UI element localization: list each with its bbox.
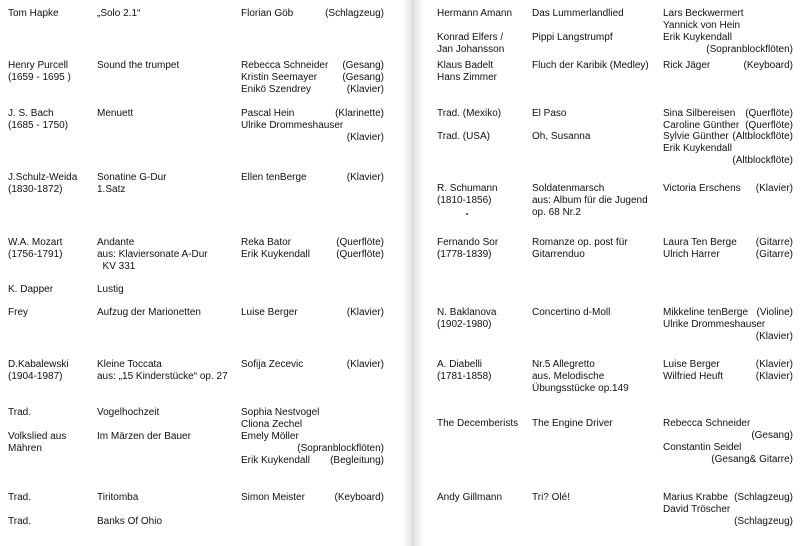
performer-instrument: (Gesang& Gitarre) — [711, 454, 793, 465]
performer-line — [663, 60, 793, 72]
work-line: Andante — [97, 237, 135, 248]
composer-line: Konrad Elfers / — [437, 32, 504, 43]
performer-name: Ulrich Harrer — [663, 249, 720, 260]
performer-name: Marius Krabbe — [663, 492, 729, 503]
performer-name: Cliona Zechel — [241, 419, 303, 430]
work-line: Fluch der Karibik (Medley) — [532, 60, 649, 71]
performer-instrument: (Querflöte) — [336, 237, 384, 248]
work-line: Kleine Toccata — [97, 359, 162, 370]
composer — [437, 131, 529, 143]
performer-name: Florian Göb — [241, 8, 294, 19]
work-line: „Solo 2.1“ — [97, 8, 141, 19]
work-title — [532, 60, 660, 72]
performer-name: Erik Kuykendall — [663, 143, 732, 154]
work-title — [97, 516, 237, 528]
performer-line — [663, 418, 793, 430]
work-line: Romanze op. post für — [532, 237, 628, 248]
performer-name: Victoria Erschens — [663, 183, 741, 194]
work-title — [97, 8, 237, 20]
work-line: Lustig — [97, 284, 124, 295]
performers — [663, 60, 793, 72]
performer-instrument: (Klavier) — [346, 359, 384, 370]
performer-line — [663, 504, 793, 516]
performer-name: Constantin Seidel — [663, 442, 742, 453]
performer-instrument: (Gesang) — [342, 60, 384, 71]
performer-instrument: (Querflöte) — [745, 108, 793, 119]
work-line: Oh, Susanna — [532, 131, 591, 142]
performer-name: Simon Meister — [241, 492, 305, 503]
work-line: aus: „15 Kinderstücke“ op. 27 — [97, 371, 228, 382]
performer-line — [241, 249, 384, 261]
performer-line — [663, 8, 793, 20]
composer — [8, 8, 94, 20]
work-line: op. 68 Nr.2 — [532, 207, 581, 218]
composer-line: A. Diabelli — [437, 359, 483, 370]
composer — [437, 359, 529, 383]
composer-line: Klaus Badelt — [437, 60, 494, 71]
performer-instrument: (Keyboard) — [334, 492, 384, 503]
performer-line — [663, 442, 793, 454]
performer-line — [241, 307, 384, 319]
composer-line: Trad. — [8, 492, 31, 503]
performer-instrument: (Altblockflöte) — [732, 155, 793, 166]
work-line: Übungsstücke op.149 — [532, 383, 629, 394]
performer-name: Sylvie Günther — [663, 131, 729, 142]
performer-line — [241, 60, 384, 72]
work-title — [532, 418, 660, 430]
composer-line: W.A. Mozart — [8, 237, 63, 248]
composer — [8, 307, 94, 319]
performers — [663, 237, 793, 261]
performer-line — [241, 108, 384, 120]
work-line: Sound the trumpet — [97, 60, 180, 71]
performer-instrument: (Klavier) — [346, 132, 384, 143]
composer — [437, 183, 529, 207]
work-title — [97, 407, 237, 419]
work-title — [532, 183, 660, 219]
work-line: Menuett — [97, 108, 134, 119]
performer-name: Sophia Nestvogel — [241, 407, 320, 418]
composer — [437, 307, 529, 331]
performer-line — [241, 120, 384, 132]
performer-line — [241, 237, 384, 249]
performer-line — [663, 108, 793, 120]
composer-line: Tom Hapke — [8, 8, 59, 19]
work-title — [97, 492, 237, 504]
performer-name: Rick Jäger — [663, 60, 711, 71]
performer-instrument: (Klavier) — [755, 183, 793, 194]
composer-line: Fernando Sor — [437, 237, 499, 248]
performer-instrument: (Gitarre) — [755, 237, 793, 248]
performers — [241, 60, 384, 96]
performers — [663, 32, 793, 56]
performer-instrument: (Violine) — [756, 307, 793, 318]
performers — [241, 492, 384, 504]
work-line: Das Lummerlandlied — [532, 8, 624, 19]
performer-instrument: (Klavier) — [755, 371, 793, 382]
composer-line: Andy Gillmann — [437, 492, 503, 503]
performers — [241, 8, 384, 20]
performer-line — [241, 443, 384, 455]
performer-line — [241, 431, 384, 443]
performer-line — [663, 32, 793, 44]
work-title — [97, 359, 237, 383]
composer — [8, 516, 94, 528]
page-fold — [402, 0, 424, 546]
work-title — [532, 307, 660, 319]
performers — [241, 307, 384, 319]
composer-line: (1659 - 1695 ) — [8, 72, 71, 83]
performer-line — [663, 307, 793, 319]
work-title — [97, 237, 237, 273]
performer-line — [663, 237, 793, 249]
performer-line — [241, 492, 384, 504]
performer-instrument: (Gesang) — [751, 430, 793, 441]
performer-name: Enikö Szendrey — [241, 84, 312, 95]
performer-name: Erik Kuykendall — [241, 455, 310, 466]
performer-name: Rebecca Schneider — [241, 60, 329, 71]
work-line: Gitarrenduo — [532, 249, 585, 260]
composer — [8, 431, 94, 455]
work-title — [532, 237, 660, 261]
work-title — [97, 60, 237, 72]
work-line: Sonatine G-Dur — [97, 172, 167, 183]
performer-line — [663, 44, 793, 56]
composer-line: Hermann Amann — [437, 8, 513, 19]
composer — [8, 172, 94, 196]
work-line: KV 331 — [97, 261, 136, 272]
performer-name: Luise Berger — [241, 307, 298, 318]
work-line: Tri? Olé! — [532, 492, 570, 503]
performer-line — [663, 359, 793, 371]
performer-line — [241, 407, 384, 419]
work-title — [532, 32, 660, 44]
composer — [437, 32, 529, 56]
composer — [8, 60, 94, 84]
performer-name: Kristin Seemayer — [241, 72, 318, 83]
performer-line — [663, 331, 793, 343]
work-line: 1.Satz — [97, 184, 126, 195]
performer-line — [241, 419, 384, 431]
work-title — [532, 108, 660, 120]
performer-instrument: (Querflöte) — [336, 249, 384, 260]
composer-line: The Decemberists — [437, 418, 519, 429]
composer-line: K. Dapper — [8, 284, 54, 295]
performer-instrument: (Keyboard) — [743, 60, 793, 71]
performer-instrument: (Klavier) — [346, 84, 384, 95]
performer-line — [663, 516, 793, 528]
composer — [437, 418, 529, 430]
performer-instrument: (Querflöte) — [745, 120, 793, 131]
composer-line: Trad. — [8, 407, 31, 418]
performers — [663, 183, 793, 195]
program-left-page — [0, 0, 398, 546]
performer-name: Pascal Hein — [241, 108, 295, 119]
composer — [8, 108, 94, 132]
work-line: Aufzug der Marionetten — [97, 307, 201, 318]
performer-name: Sofija Zecevic — [241, 359, 304, 370]
composer — [8, 237, 94, 261]
performer-line — [663, 319, 793, 331]
performer-line — [663, 155, 793, 167]
performer-line — [663, 430, 793, 442]
work-title — [532, 359, 660, 395]
composer-line: (1830-1872) — [8, 184, 63, 195]
performer-line — [241, 359, 384, 371]
composer-line: D.Kabalewski — [8, 359, 69, 370]
composer-line: Mähren — [8, 443, 42, 454]
performers — [241, 172, 384, 184]
performers — [663, 131, 793, 167]
performer-name: Yannick von Hein — [663, 20, 741, 31]
performer-instrument: (Sopranblockflöten) — [706, 44, 793, 55]
work-line: Nr.5 Allegretto — [532, 359, 595, 370]
work-title — [97, 172, 237, 196]
composer — [437, 492, 529, 504]
composer-line: J. S. Bach — [8, 108, 54, 119]
performer-name: Erik Kuykendall — [241, 249, 310, 260]
performer-line — [663, 454, 793, 466]
performer-name: Erik Kuykendall — [663, 32, 732, 43]
composer — [8, 284, 94, 296]
performers — [241, 108, 384, 144]
performer-name: Ulrike Drommeshauser — [241, 120, 344, 131]
composer-line: (1756-1791) — [8, 249, 63, 260]
performer-instrument: (Klavier) — [346, 307, 384, 318]
performers — [663, 307, 793, 343]
performer-instrument: (Altblockflöte) — [732, 131, 793, 142]
performer-instrument: (Klavier) — [755, 331, 793, 342]
performers — [241, 359, 384, 371]
performer-name: Wilfried Heuft — [663, 371, 724, 382]
composer-line: J.Schulz-Weida — [8, 172, 78, 183]
performer-instrument: (Begleitung) — [330, 455, 384, 466]
composer-line: Volkslied aus — [8, 431, 67, 442]
work-line: Pippi Langstrumpf — [532, 32, 613, 43]
composer-line: Trad. — [8, 516, 31, 527]
performer-name: Reka Bator — [241, 237, 292, 248]
work-title — [97, 307, 237, 319]
composer-line: (1685 - 1750) — [8, 120, 69, 131]
performers — [663, 8, 793, 32]
work-title — [532, 492, 660, 504]
performers — [663, 418, 793, 466]
performer-name: Sina Silbereisen — [663, 108, 736, 119]
work-line: Vogelhochzeit — [97, 407, 160, 418]
composer-line: N. Baklanova — [437, 307, 497, 318]
performer-name: Luise Berger — [663, 359, 720, 370]
composer-line: Jan Johansson — [437, 44, 505, 55]
performer-name: Laura Ten Berge — [663, 237, 737, 248]
composer — [437, 237, 529, 261]
performer-instrument: (Klarinette) — [335, 108, 384, 119]
program-right-page — [426, 0, 800, 546]
composer — [8, 492, 94, 504]
performer-line — [241, 72, 384, 84]
performer-instrument: (Schlagzeug) — [325, 8, 384, 19]
work-line: Soldatenmarsch — [532, 183, 605, 194]
composer-line: Trad. (Mexiko) — [437, 108, 502, 119]
performers — [663, 492, 793, 528]
composer-line: Frey — [8, 307, 28, 318]
performer-instrument: (Klavier) — [755, 359, 793, 370]
performer-name: Caroline Günther — [663, 120, 740, 131]
work-line: Im Märzen der Bauer — [97, 431, 191, 442]
performer-line — [663, 492, 793, 504]
composer — [437, 60, 529, 84]
performer-instrument: (Klavier) — [346, 172, 384, 183]
composer — [8, 359, 94, 383]
performers — [241, 237, 384, 261]
work-line: Concertino d-Moll — [532, 307, 611, 318]
work-title — [532, 131, 660, 143]
performer-line — [663, 249, 793, 261]
work-title — [97, 284, 237, 296]
work-line: aus: Klaviersonate A-Dur — [97, 249, 208, 260]
performers — [241, 431, 384, 467]
performer-instrument: (Gitarre) — [755, 249, 793, 260]
composer-line: (1781-1858) — [437, 371, 492, 382]
work-title — [97, 108, 237, 120]
composer-line: Trad. (USA) — [437, 131, 490, 142]
composer — [8, 407, 94, 419]
performer-line — [663, 143, 793, 155]
performer-line — [241, 8, 384, 20]
performer-line — [663, 20, 793, 32]
performer-line — [241, 172, 384, 184]
performer-name: Ulrike Drommeshauser — [663, 319, 766, 330]
work-line: El Paso — [532, 108, 567, 119]
performer-name: Rebecca Schneider — [663, 418, 751, 429]
performer-line — [241, 455, 384, 467]
performer-line — [663, 131, 793, 143]
work-line: aus. Melodische — [532, 371, 605, 382]
performer-line — [241, 84, 384, 96]
performers — [663, 108, 793, 132]
performers — [663, 359, 793, 383]
composer-line: (1778-1839) — [437, 249, 492, 260]
composer-line: Hans Zimmer — [437, 72, 498, 83]
work-line: The Engine Driver — [532, 418, 613, 429]
work-line: aus: Album für die Jugend — [532, 195, 648, 206]
performer-instrument: (Schlagzeug) — [734, 492, 793, 503]
work-line: Tiritomba — [97, 492, 139, 503]
performer-name: Lars Beckwermert — [663, 8, 744, 19]
performer-line — [663, 183, 793, 195]
composer — [437, 8, 529, 20]
performers — [241, 407, 384, 431]
composer-line: R. Schumann — [437, 183, 498, 194]
performer-instrument: (Gesang) — [342, 72, 384, 83]
composer — [437, 108, 529, 120]
composer-line: (1810-1856) — [437, 195, 492, 206]
work-line: Banks Of Ohio — [97, 516, 163, 527]
performer-line — [663, 371, 793, 383]
performer-name: Mikkeline tenBerge — [663, 307, 749, 318]
performer-instrument: (Sopranblockflöten) — [297, 443, 384, 454]
performer-name: David Tröscher — [663, 504, 731, 515]
performer-name: Emely Möller — [241, 431, 299, 442]
composer-line: Henry Purcell — [8, 60, 69, 71]
composer-line: (1902-1980) — [437, 319, 492, 330]
speck-mark — [466, 213, 468, 215]
performer-line — [241, 132, 384, 144]
work-title — [97, 431, 237, 443]
performer-name: Ellen tenBerge — [241, 172, 307, 183]
performer-instrument: (Schlagzeug) — [734, 516, 793, 527]
work-title — [532, 8, 660, 20]
composer-line: (1904-1987) — [8, 371, 63, 382]
